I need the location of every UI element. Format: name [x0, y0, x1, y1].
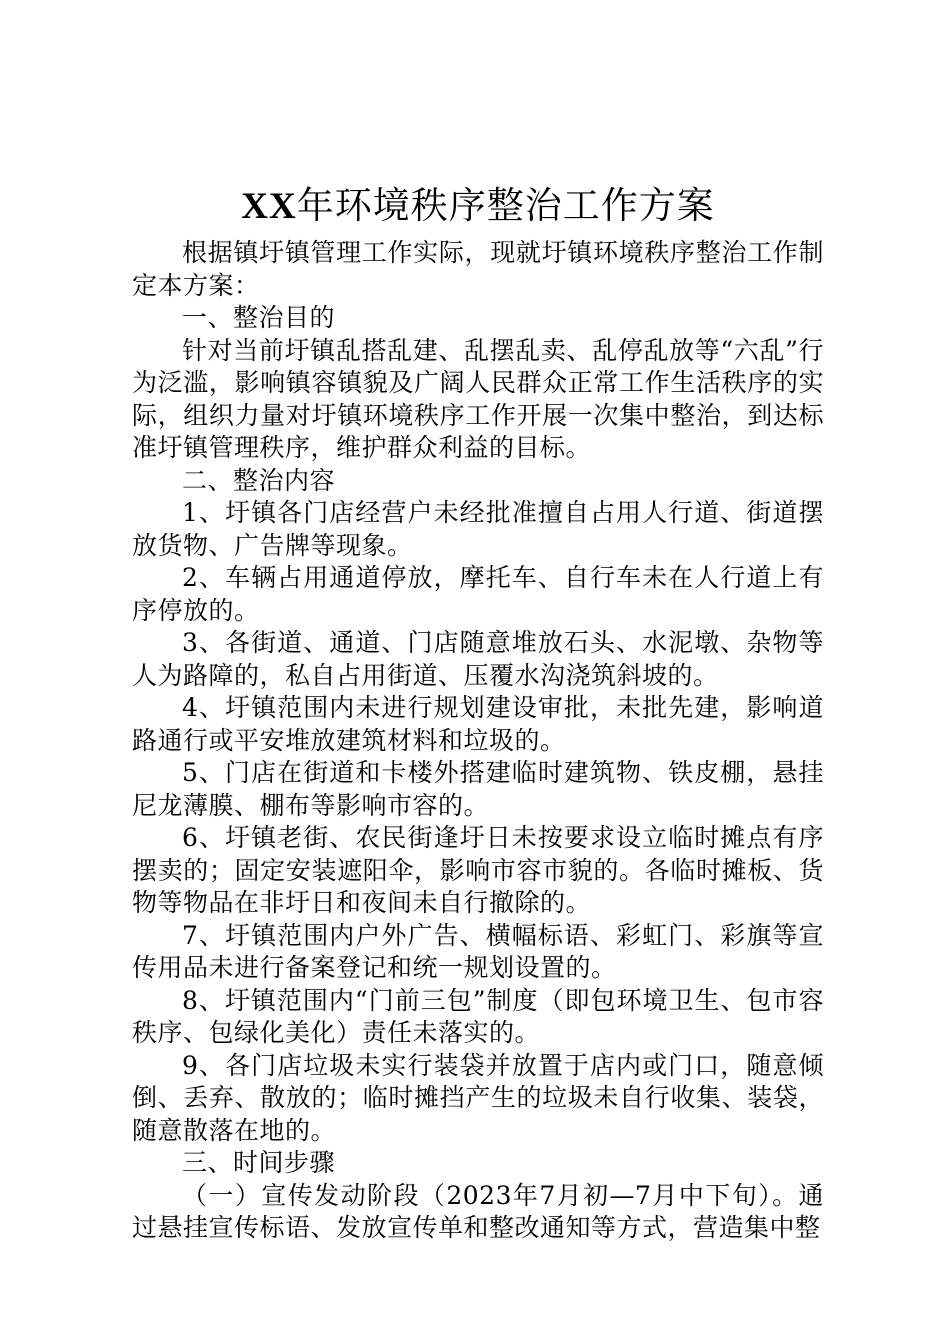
list-item: 8、圩镇范围内“门前三包”制度（即包环境卫生、包市容秩序、包绿化美化）责任未落实的。: [132, 985, 824, 1047]
step-paragraph: （一）宣传发动阶段（2023年7月初—7月中下旬）。通过悬挂宣传标语、发放宣传单和整改通知等方式，营造集中整: [132, 1180, 824, 1242]
document-page: [132, 180, 824, 1245]
list-item: 7、圩镇范围内户外广告、横幅标语、彩虹门、彩旗等宣传用品未进行备案登记和统一规划设置的。: [132, 920, 824, 982]
list-item: 9、各门店垃圾未实行装袋并放置于店内或门口，随意倾倒、丢弃、散放的；临时摊挡产生的垃圾未自行收集、装袋，随意散落在地的。: [132, 1050, 824, 1145]
section-heading-2: 二、整治内容: [182, 465, 336, 495]
list-item: 1、圩镇各门店经营户未经批准擅自占用人行道、街道摆放货物、广告牌等现象。: [132, 498, 824, 560]
list-item: 2、车辆占用通道停放，摩托车、自行车未在人行道上有序停放的。: [132, 563, 824, 625]
title-text: 年环境秩序整治工作方案: [296, 184, 715, 227]
purpose-paragraph: 针对当前圩镇乱搭乱建、乱摆乱卖、乱停乱放等“六乱”行为泛滥，影响镇容镇貌及广阔人民群众正常工作生活秩序的实际，组织力量对圩镇环境秩序工作开展一次集中整治，到达标准圩镇管理秩序，维护群众利益的目标。: [132, 335, 824, 462]
document-title: [132, 180, 824, 233]
list-item: 5、门店在街道和卡楼外搭建临时建筑物、铁皮棚，悬挂尼龙薄膜、棚布等影响市容的。: [132, 758, 824, 820]
intro-paragraph: 根据镇圩镇管理工作实际，现就圩镇环境秩序整治工作制定本方案：: [132, 238, 824, 300]
section-heading-3: 三、时间步骤: [182, 1148, 336, 1177]
section-heading-1: 一、整治目的: [182, 303, 336, 332]
list-item: 4、圩镇范围内未进行规划建设审批，未批先建，影响道路通行或平安堆放建筑材料和垃圾的。: [132, 693, 824, 755]
list-item: 3、各街道、通道、门店随意堆放石头、水泥墩、杂物等人为路障的，私自占用街道、压覆水沟浇筑斜坡的。: [132, 628, 824, 690]
list-item: 6、圩镇老街、农民街逢圩日未按要求设立临时摊点有序摆卖的；固定安装遮阳伞，影响市容市貌的。各临时摊板、货物等物品在非圩日和夜间未自行撤除的。: [132, 823, 824, 917]
title-prefix: XX: [241, 186, 297, 227]
